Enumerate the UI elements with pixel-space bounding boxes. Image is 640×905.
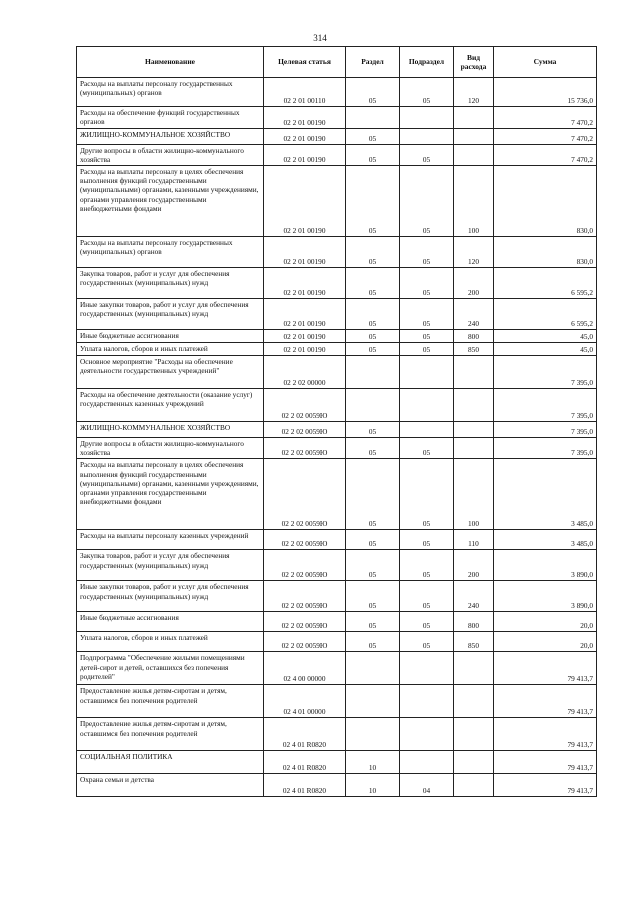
row-subsection: 05 xyxy=(400,530,454,550)
row-expense-type: 850 xyxy=(454,632,494,652)
row-section: 05 xyxy=(346,145,400,166)
row-section: 05 xyxy=(346,612,400,632)
row-name: Иные закупки товаров, работ и услуг для обеспечения государственных (муниципальных) нужд xyxy=(77,299,264,330)
row-amount: 45,0 xyxy=(494,343,597,356)
row-expense-type: 110 xyxy=(454,530,494,550)
row-subsection xyxy=(400,356,454,389)
row-target: 02 2 02 0059Ю xyxy=(264,530,346,550)
row-section xyxy=(346,685,400,718)
row-amount: 3 890,0 xyxy=(494,550,597,581)
row-target: 02 4 01 R0820 xyxy=(264,718,346,751)
row-name: Расходы на обеспечение деятельности (оказание услуг) государственных казенных учреждений xyxy=(77,389,264,422)
row-amount: 7 470,2 xyxy=(494,129,597,145)
row-amount: 20,0 xyxy=(494,632,597,652)
row-name: Предоставление жилья детям-сиротам и детям, оставшимся без попечения родителей xyxy=(77,685,264,718)
row-target: 02 4 00 00000 xyxy=(264,652,346,685)
row-name: Расходы на выплаты персоналу государственных (муниципальных) органов xyxy=(77,78,264,107)
row-section: 05 xyxy=(346,268,400,299)
table-row xyxy=(77,774,597,797)
row-section: 05 xyxy=(346,438,400,459)
table-row xyxy=(77,237,597,268)
row-expense-type: 120 xyxy=(454,237,494,268)
row-target: 02 2 01 00190 xyxy=(264,343,346,356)
row-name: Закупка товаров, работ и услуг для обеспечения государственных (муниципальных) нужд xyxy=(77,268,264,299)
row-subsection: 05 xyxy=(400,145,454,166)
row-expense-type xyxy=(454,356,494,389)
row-amount: 6 595,2 xyxy=(494,268,597,299)
row-name: Закупка товаров, работ и услуг для обеспечения государственных (муниципальных) нужд xyxy=(77,550,264,581)
table-row xyxy=(77,107,597,129)
row-target: 02 2 01 00190 xyxy=(264,237,346,268)
row-name: ЖИЛИЩНО-КОММУНАЛЬНОЕ ХОЗЯЙСТВО xyxy=(77,129,264,145)
row-expense-type: 800 xyxy=(454,612,494,632)
row-expense-type xyxy=(454,438,494,459)
row-subsection xyxy=(400,422,454,438)
row-subsection: 05 xyxy=(400,438,454,459)
row-subsection: 05 xyxy=(400,330,454,343)
table-row xyxy=(77,330,597,343)
row-subsection: 05 xyxy=(400,343,454,356)
row-target: 02 2 02 00000 xyxy=(264,356,346,389)
row-target: 02 2 01 00190 xyxy=(264,145,346,166)
row-expense-type xyxy=(454,751,494,774)
row-target: 02 4 01 R0820 xyxy=(264,751,346,774)
table-row xyxy=(77,389,597,422)
row-expense-type xyxy=(454,685,494,718)
header-target: Целевая статья xyxy=(264,47,346,78)
table-row xyxy=(77,343,597,356)
row-subsection: 05 xyxy=(400,299,454,330)
row-amount: 3 485,0 xyxy=(494,530,597,550)
row-name: Другие вопросы в области жилищно-коммунального хозяйства xyxy=(77,145,264,166)
table-row xyxy=(77,145,597,166)
row-amount: 79 413,7 xyxy=(494,652,597,685)
row-expense-type: 200 xyxy=(454,268,494,299)
table-row xyxy=(77,530,597,550)
row-section xyxy=(346,718,400,751)
row-expense-type: 120 xyxy=(454,78,494,107)
row-expense-type: 100 xyxy=(454,166,494,237)
row-name: Иные бюджетные ассигнования xyxy=(77,612,264,632)
table-row xyxy=(77,438,597,459)
row-subsection xyxy=(400,751,454,774)
row-amount: 7 395,0 xyxy=(494,389,597,422)
row-section xyxy=(346,107,400,129)
row-target: 02 4 01 R0820 xyxy=(264,774,346,797)
row-section xyxy=(346,652,400,685)
row-expense-type: 100 xyxy=(454,459,494,530)
row-section: 05 xyxy=(346,343,400,356)
row-name: Расходы на выплаты персоналу в целях обеспечения выполнения функций государственными (муниципальными) органами, казенными учреждениями, органами управления государственными внебюджетными фондами xyxy=(77,459,264,530)
row-expense-type xyxy=(454,389,494,422)
row-amount: 7 470,2 xyxy=(494,145,597,166)
row-section: 05 xyxy=(346,129,400,145)
row-expense-type xyxy=(454,774,494,797)
table-row xyxy=(77,268,597,299)
row-expense-type xyxy=(454,107,494,129)
row-name: Основное мероприятие "Расходы на обеспечение деятельности государственных учреждений" xyxy=(77,356,264,389)
row-section: 05 xyxy=(346,459,400,530)
row-amount: 7 395,0 xyxy=(494,438,597,459)
table-row xyxy=(77,751,597,774)
row-amount: 79 413,7 xyxy=(494,774,597,797)
row-amount: 45,0 xyxy=(494,330,597,343)
row-name: Уплата налогов, сборов и иных платежей xyxy=(77,632,264,652)
row-name: Предоставление жилья детям-сиротам и детям, оставшимся без попечения родителей xyxy=(77,718,264,751)
row-target: 02 2 01 00190 xyxy=(264,166,346,237)
row-section: 05 xyxy=(346,78,400,107)
header-subsection: Подраздел xyxy=(400,47,454,78)
row-section xyxy=(346,356,400,389)
table-row xyxy=(77,581,597,612)
row-target: 02 2 02 0059Ю xyxy=(264,550,346,581)
page-number: 314 xyxy=(313,33,327,43)
row-amount: 79 413,7 xyxy=(494,685,597,718)
row-name: Иные закупки товаров, работ и услуг для обеспечения государственных (муниципальных) нужд xyxy=(77,581,264,612)
row-name: Подпрограмма "Обеспечение жилыми помещениями детей-сирот и детей, оставшихся без попечения родителей" xyxy=(77,652,264,685)
row-section: 05 xyxy=(346,632,400,652)
header-expense-type: Вид расхода xyxy=(454,47,494,78)
row-subsection: 05 xyxy=(400,166,454,237)
table-row xyxy=(77,78,597,107)
row-name: Другие вопросы в области жилищно-коммунального хозяйства xyxy=(77,438,264,459)
row-subsection xyxy=(400,718,454,751)
table-row xyxy=(77,685,597,718)
budget-table xyxy=(76,46,597,797)
table-row xyxy=(77,166,597,237)
row-target: 02 2 01 00190 xyxy=(264,299,346,330)
row-subsection: 05 xyxy=(400,550,454,581)
row-amount: 7 395,0 xyxy=(494,356,597,389)
row-subsection xyxy=(400,685,454,718)
row-expense-type xyxy=(454,422,494,438)
row-name: СОЦИАЛЬНАЯ ПОЛИТИКА xyxy=(77,751,264,774)
row-expense-type xyxy=(454,145,494,166)
row-expense-type: 200 xyxy=(454,550,494,581)
table-row xyxy=(77,550,597,581)
row-target: 02 2 01 00110 xyxy=(264,78,346,107)
row-section: 05 xyxy=(346,422,400,438)
row-subsection xyxy=(400,389,454,422)
row-subsection: 05 xyxy=(400,632,454,652)
row-subsection: 05 xyxy=(400,581,454,612)
table-row xyxy=(77,422,597,438)
row-name: Охрана семьи и детства xyxy=(77,774,264,797)
row-section: 10 xyxy=(346,751,400,774)
row-target: 02 2 02 0059Ю xyxy=(264,459,346,530)
row-section: 05 xyxy=(346,166,400,237)
row-amount: 79 413,7 xyxy=(494,718,597,751)
header-section: Раздел xyxy=(346,47,400,78)
row-section: 05 xyxy=(346,330,400,343)
table-row xyxy=(77,612,597,632)
row-expense-type: 800 xyxy=(454,330,494,343)
row-subsection xyxy=(400,107,454,129)
row-section: 05 xyxy=(346,299,400,330)
row-target: 02 2 02 0059Ю xyxy=(264,632,346,652)
row-amount: 3 890,0 xyxy=(494,581,597,612)
row-target: 02 2 02 0059Ю xyxy=(264,389,346,422)
table-row xyxy=(77,459,597,530)
row-target: 02 2 02 0059Ю xyxy=(264,422,346,438)
row-amount: 7 470,2 xyxy=(494,107,597,129)
row-target: 02 4 01 00000 xyxy=(264,685,346,718)
table-row xyxy=(77,718,597,751)
header-amount: Сумма xyxy=(494,47,597,78)
row-section: 10 xyxy=(346,774,400,797)
row-subsection: 05 xyxy=(400,612,454,632)
row-amount: 79 413,7 xyxy=(494,751,597,774)
row-target: 02 2 01 00190 xyxy=(264,107,346,129)
row-subsection xyxy=(400,652,454,685)
row-name: Расходы на выплаты персоналу казенных учреждений xyxy=(77,530,264,550)
row-name: Уплата налогов, сборов и иных платежей xyxy=(77,343,264,356)
row-amount: 7 395,0 xyxy=(494,422,597,438)
row-subsection xyxy=(400,129,454,145)
row-target: 02 2 01 00190 xyxy=(264,268,346,299)
table-header-row xyxy=(77,47,597,78)
row-name: Расходы на выплаты персоналу в целях обеспечения выполнения функций государственными (муниципальными) органами, казенными учреждениями, органами управления государственными внебюджетными фондами xyxy=(77,166,264,237)
row-section: 05 xyxy=(346,237,400,268)
row-expense-type xyxy=(454,652,494,685)
table-body xyxy=(77,78,597,797)
row-expense-type: 240 xyxy=(454,581,494,612)
table-row xyxy=(77,129,597,145)
table-row xyxy=(77,299,597,330)
row-subsection: 05 xyxy=(400,459,454,530)
row-name: ЖИЛИЩНО-КОММУНАЛЬНОЕ ХОЗЯЙСТВО xyxy=(77,422,264,438)
row-expense-type: 240 xyxy=(454,299,494,330)
row-target: 02 2 02 0059Ю xyxy=(264,438,346,459)
row-subsection: 04 xyxy=(400,774,454,797)
table-row xyxy=(77,632,597,652)
row-section xyxy=(346,389,400,422)
row-name: Иные бюджетные ассигнования xyxy=(77,330,264,343)
row-target: 02 2 01 00190 xyxy=(264,129,346,145)
row-amount: 830,0 xyxy=(494,237,597,268)
row-target: 02 2 02 0059Ю xyxy=(264,612,346,632)
row-amount: 15 736,0 xyxy=(494,78,597,107)
row-name: Расходы на выплаты персоналу государственных (муниципальных) органов xyxy=(77,237,264,268)
row-name: Расходы на обеспечение функций государственных органов xyxy=(77,107,264,129)
row-subsection: 05 xyxy=(400,78,454,107)
row-section: 05 xyxy=(346,581,400,612)
row-amount: 3 485,0 xyxy=(494,459,597,530)
row-expense-type xyxy=(454,129,494,145)
row-section: 05 xyxy=(346,550,400,581)
row-target: 02 2 01 00190 xyxy=(264,330,346,343)
row-subsection: 05 xyxy=(400,268,454,299)
row-amount: 830,0 xyxy=(494,166,597,237)
row-amount: 20,0 xyxy=(494,612,597,632)
table-row xyxy=(77,356,597,389)
row-subsection: 05 xyxy=(400,237,454,268)
row-expense-type xyxy=(454,718,494,751)
row-section: 05 xyxy=(346,530,400,550)
header-name: Наименование xyxy=(77,47,264,78)
row-expense-type: 850 xyxy=(454,343,494,356)
table-row xyxy=(77,652,597,685)
row-amount: 6 595,2 xyxy=(494,299,597,330)
row-target: 02 2 02 0059Ю xyxy=(264,581,346,612)
